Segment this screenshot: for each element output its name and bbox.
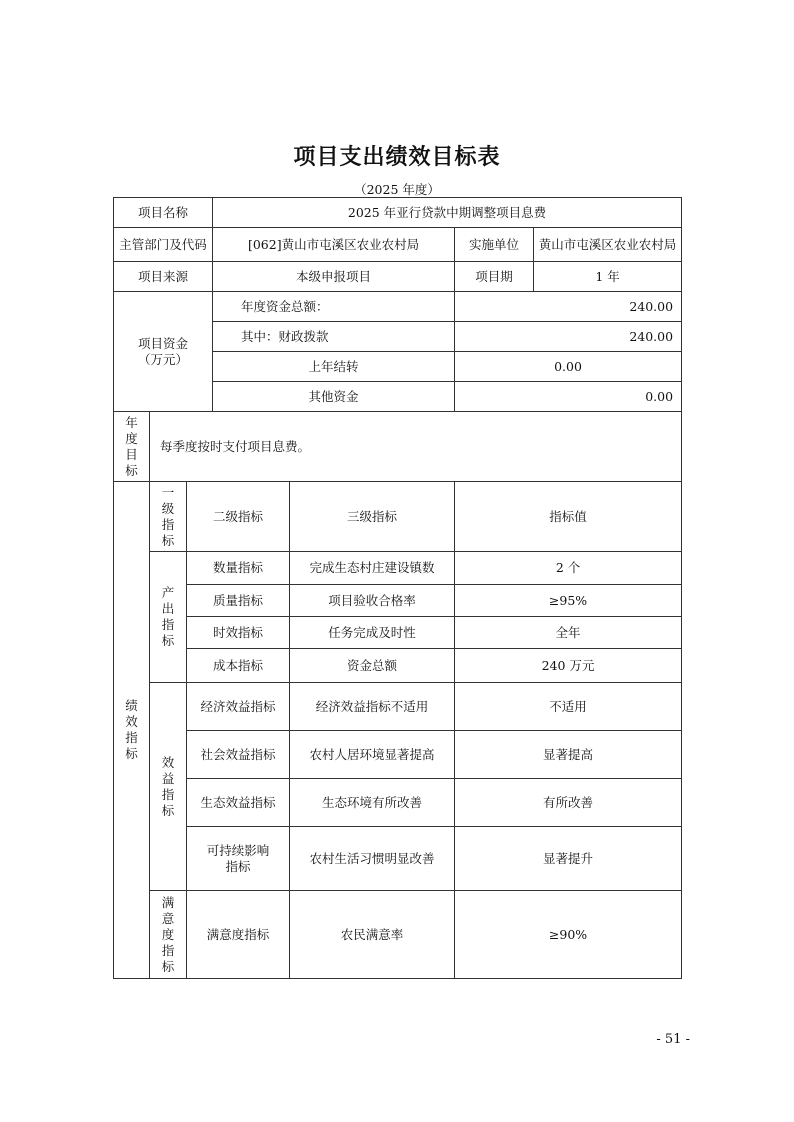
level2-cell: 可持续影响指标 (187, 827, 290, 891)
value-cell: 240 万元 (455, 649, 682, 683)
level3-cell: 任务完成及时性 (290, 617, 455, 649)
period-value: 1 年 (534, 262, 682, 292)
level2-cell: 成本指标 (187, 649, 290, 683)
value-cell: 全年 (455, 617, 682, 649)
funds-row-label: 其中：财政拨款 (213, 322, 455, 352)
level2-cell: 生态效益指标 (187, 779, 290, 827)
level3-cell: 项目验收合格率 (290, 585, 455, 617)
indicator-row (114, 617, 682, 649)
indicator-row (114, 779, 682, 827)
funds-row-value: 0.00 (455, 382, 682, 412)
value-header: 指标值 (455, 482, 682, 552)
value-cell: 显著提升 (455, 827, 682, 891)
level2-cell: 社会效益指标 (187, 731, 290, 779)
indicator-row (114, 891, 682, 979)
level3-cell: 农民满意率 (290, 891, 455, 979)
period-label: 项目期 (455, 262, 534, 292)
level3-header: 三级指标 (290, 482, 455, 552)
funds-row (114, 292, 682, 322)
value-cell: 不适用 (455, 683, 682, 731)
implementing-unit-label: 实施单位 (455, 228, 534, 262)
funds-row-label: 年度资金总额： (213, 292, 455, 322)
level3-cell: 农村人居环境显著提高 (290, 731, 455, 779)
level1-header: 一级指标 (150, 482, 187, 552)
indicator-row (114, 649, 682, 683)
level2-cell: 数量指标 (187, 552, 290, 585)
level2-cell: 质量指标 (187, 585, 290, 617)
level2-header: 二级指标 (187, 482, 290, 552)
value-cell: 显著提高 (455, 731, 682, 779)
level3-cell: 生态环境有所改善 (290, 779, 455, 827)
department-row (114, 228, 682, 262)
funds-row-value: 240.00 (455, 292, 682, 322)
value-cell: 2 个 (455, 552, 682, 585)
indicator-row (114, 585, 682, 617)
satisfaction-indicators-label: 满意度指标 (150, 891, 187, 979)
funds-row-label: 其他资金 (213, 382, 455, 412)
project-name-row (114, 198, 682, 228)
funds-row-label: 上年结转 (213, 352, 455, 382)
level2-cell: 时效指标 (187, 617, 290, 649)
level3-cell: 经济效益指标不适用 (290, 683, 455, 731)
project-name-label: 项目名称 (114, 198, 213, 228)
level3-cell: 完成生态村庄建设镇数 (290, 552, 455, 585)
performance-indicators-label: 绩效指标 (114, 482, 150, 979)
value-cell: ≥95% (455, 585, 682, 617)
annual-goal-row (114, 412, 682, 482)
department-value: [062]黄山市屯溪区农业农村局 (213, 228, 455, 262)
level2-cell: 经济效益指标 (187, 683, 290, 731)
page-number: - 51 - (656, 1032, 690, 1047)
project-name-value: 2025 年亚行贷款中期调整项目息费 (213, 198, 682, 228)
value-cell: ≥90% (455, 891, 682, 979)
level3-cell: 农村生活习惯明显改善 (290, 827, 455, 891)
funds-row-value: 240.00 (455, 322, 682, 352)
annual-goal-label: 年度目标 (114, 412, 150, 482)
page-subtitle: （2025 年度） (354, 182, 440, 197)
indicator-row (114, 683, 682, 731)
output-indicators-label: 产出指标 (150, 552, 187, 683)
indicator-row (114, 552, 682, 585)
source-label: 项目来源 (114, 262, 213, 292)
benefit-indicators-label: 效益指标 (150, 683, 187, 891)
source-row (114, 262, 682, 292)
annual-goal-text: 每季度按时支付项目息费。 (150, 412, 682, 482)
funds-label: 项目资金（万元） (114, 292, 213, 412)
level2-cell: 满意度指标 (187, 891, 290, 979)
value-cell: 有所改善 (455, 779, 682, 827)
implementing-unit-value: 黄山市屯溪区农业农村局 (534, 228, 682, 262)
department-label: 主管部门及代码 (114, 228, 213, 262)
funds-row-value: 0.00 (455, 352, 682, 382)
level3-cell: 资金总额 (290, 649, 455, 683)
source-value: 本级申报项目 (213, 262, 455, 292)
performance-table (113, 197, 682, 979)
indicator-row (114, 827, 682, 891)
indicator-header-row (114, 482, 682, 552)
page-title: 项目支出绩效目标表 (293, 145, 501, 170)
indicator-row (114, 731, 682, 779)
